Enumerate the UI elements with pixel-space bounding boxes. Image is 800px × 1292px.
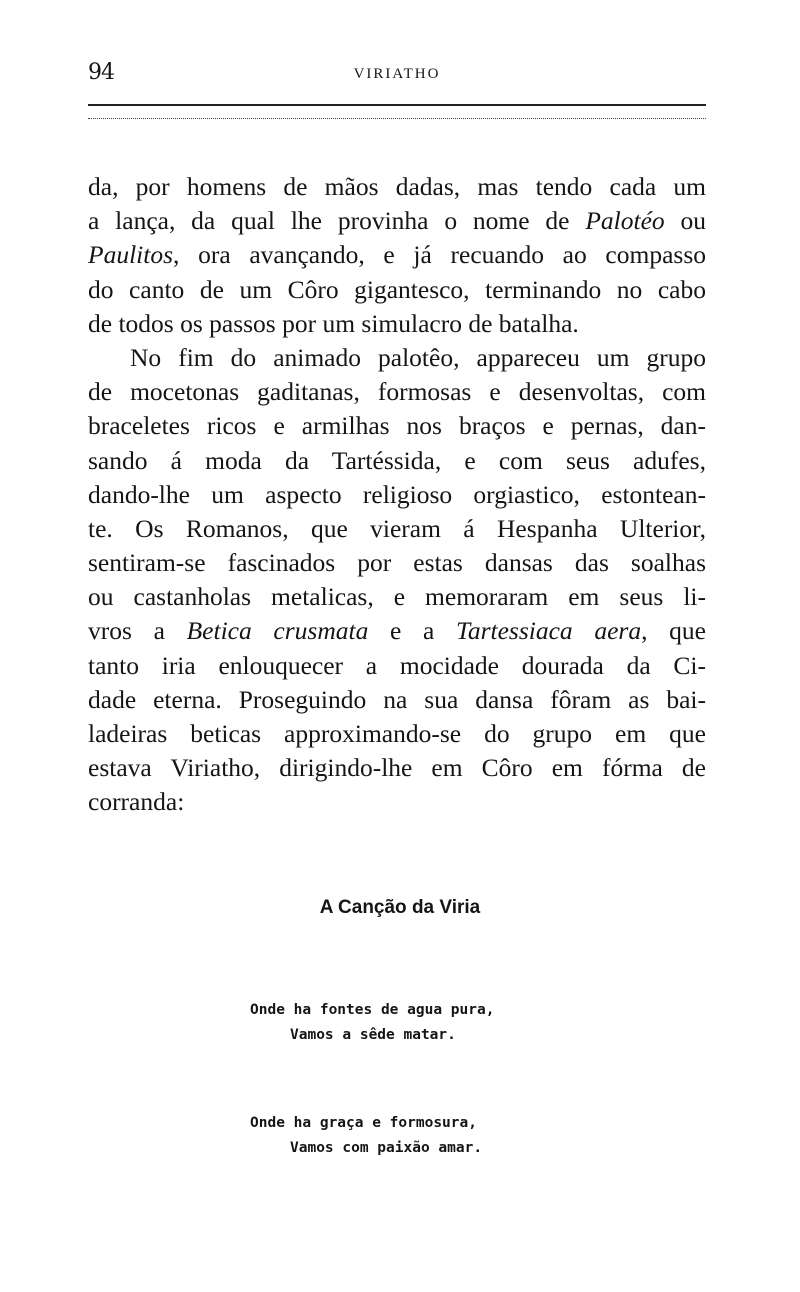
text-line: tanto iria enlouquecer a mocidade dourada da Ci- <box>88 650 706 680</box>
song-stanza <box>250 1111 710 1161</box>
text-line: da, por homens de mãos dadas, mas tendo cada um <box>88 172 706 201</box>
text-line: sando á moda da Tartéssida, e com seus adufes, <box>88 445 706 475</box>
running-title: VIRIATHO <box>353 66 441 82</box>
text-line: te. Os Romanos, que vieram á Hespanha Ulterior, <box>88 513 706 543</box>
body-text <box>88 170 706 820</box>
verse-line: Onde ha fontes de agua pura, <box>250 1002 495 1018</box>
verse-line: Vamos com paixão amar. <box>290 1140 483 1156</box>
italic-term: Betica crusmata <box>186 616 369 646</box>
verse-line: Onde ha graça e formosura, <box>250 1115 477 1131</box>
italic-term: Paulitos <box>88 240 174 270</box>
header-rule-dotted <box>88 118 706 119</box>
page-header <box>88 60 706 96</box>
text-line: dade eterna. Proseguindo na sua dansa fôram as bai- <box>88 684 706 714</box>
text-line: de mocetonas gaditanas, formosas e desenvoltas, com <box>88 377 706 407</box>
text-line: vros a Betica crusmata e a Tartessiaca aera, que <box>88 616 706 646</box>
text-line: Paulitos, ora avançando, e já recuando ao compasso <box>88 240 706 270</box>
text-line: a lança, da qual lhe provinha o nome de Palotéo ou <box>88 206 706 236</box>
song-stanza <box>250 998 710 1048</box>
text-line: de todos os passos por um simulacro de batalha. <box>88 308 579 338</box>
text-line: sentiram-se fascinados por estas dansas das soalhas <box>88 548 706 578</box>
text-line: No fim do animado palotêo, appareceu um grupo <box>130 342 706 372</box>
verse-line: Vamos a sêde matar. <box>290 1027 456 1043</box>
text-line: corranda: <box>88 787 185 817</box>
text-line: dando-lhe um aspecto religioso orgiastico, estontean- <box>88 479 706 509</box>
text-line: braceletes ricos e armilhas nos braços e pernas, dan- <box>88 411 706 441</box>
italic-term: Tartessiaca aera <box>456 616 642 646</box>
text-line: ladeiras beticas approximando-se do grupo em que <box>88 719 706 748</box>
song-title: A Canção da Viria <box>319 897 481 918</box>
text-line: do canto de um Côro gigantesco, terminando no cabo <box>88 274 706 304</box>
header-rule <box>88 104 706 106</box>
text-line: estava Viriatho, dirigindo-lhe em Côro em fórma de <box>88 753 706 783</box>
text-line: ou castanholas metalicas, e memoraram em seus li- <box>88 582 706 612</box>
italic-term: Palotéo <box>585 206 665 236</box>
page-number: 94 <box>88 60 114 85</box>
